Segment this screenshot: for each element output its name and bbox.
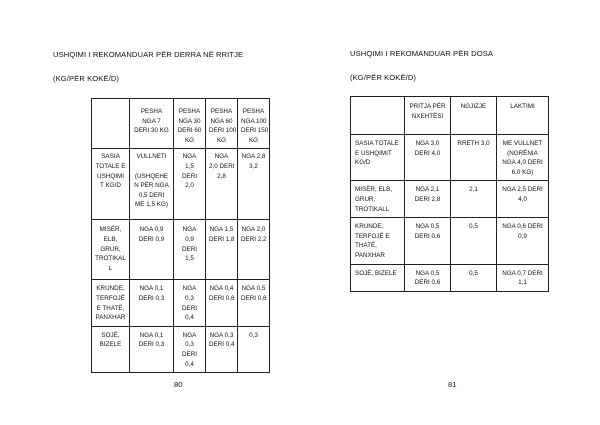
table-cell (130, 220, 174, 280)
cell-line: TOTALE E (95, 162, 126, 170)
cell-line: 0,3 (185, 341, 194, 349)
cell-line: NGA 0,5 (415, 223, 440, 231)
cell-line: 1,5 (185, 255, 194, 263)
table-cell (451, 264, 497, 291)
row-label (92, 326, 130, 372)
table-cell (238, 280, 270, 326)
right-page-title: USHQIMI I REKOMANDUAR PËR DOSA (350, 49, 494, 58)
cell-line: ELB, (103, 235, 118, 243)
right-page (300, 0, 600, 425)
table-row (92, 280, 270, 326)
header-cell (351, 97, 405, 135)
cell-line: L (108, 264, 113, 272)
cell-line: DERI 0,6 (414, 232, 441, 240)
header-cell (206, 99, 238, 149)
cell-line: NGA 0,5 (415, 269, 440, 277)
cell-line: NGA (182, 331, 197, 339)
row-label (92, 149, 130, 220)
cell-line: TROTIKAL (95, 255, 126, 263)
cell-line: NGA (182, 226, 197, 234)
cell-line: 1,1 (518, 279, 527, 287)
cell-line: NGA 0,1 (139, 285, 164, 293)
table-cell (451, 218, 497, 264)
cell-line: GRUR, (100, 245, 121, 253)
cell-line: 0,3 (249, 331, 258, 339)
cell-line: NGA 4,0 DERI (502, 159, 543, 167)
table-cell (206, 326, 238, 372)
cell-line: TROTIKALL (355, 205, 390, 213)
cell-line: RRETH 3,0 (457, 140, 490, 147)
cell-line: PESHA (210, 108, 233, 115)
cell-line: 0,9 (185, 235, 194, 243)
cell-line: DERI 0,6 (209, 294, 235, 302)
table-row (351, 135, 549, 181)
table-row (351, 218, 549, 264)
cell-line: NGA 2,5 DERI (502, 186, 543, 194)
table-cell (206, 280, 238, 326)
cell-line: 2,0 DERI (209, 162, 235, 170)
cell-line: 6,0 KG) (511, 168, 534, 176)
cell-line: THATË, (355, 242, 377, 250)
table-header-row (92, 99, 270, 149)
cell-line: DERI 150 (241, 127, 269, 135)
table-cell (238, 220, 270, 280)
cell-line: NGA 3,0 (415, 140, 440, 147)
cell-line: MISËR, ELB, (355, 186, 393, 194)
cell-line: NGA 0,7 DERI (502, 269, 543, 277)
table-cell (497, 264, 549, 291)
cell-line: NGJIZJE (460, 103, 487, 110)
cell-line: DERI 0,6 (241, 294, 267, 302)
cell-line: 0,9 (518, 232, 527, 240)
cell-line: ME 1,5 KG) (135, 201, 168, 209)
table-row (92, 220, 270, 280)
cell-line: NGA 1,5 (209, 226, 234, 234)
cell-line: DERI 60 (177, 127, 202, 135)
cell-line: NGA 2,0 (241, 226, 266, 234)
cell-line: SOJË, (101, 331, 120, 339)
table-cell (130, 326, 174, 372)
header-cell (174, 99, 206, 149)
header-cell (238, 99, 270, 149)
cell-line: PESHA (140, 108, 163, 115)
cell-line: MISËR, (99, 226, 122, 234)
row-label (351, 135, 405, 181)
table-cell (497, 218, 549, 264)
cell-line: SASIA TOTALE (355, 140, 399, 147)
cell-line: NGA 0,4 (209, 285, 234, 293)
table-cell (405, 218, 451, 264)
cell-line: 2,0 (185, 182, 194, 190)
cell-line: E USHQIMIT (355, 149, 392, 157)
cell-line: SOJË, BIZELE (355, 269, 397, 277)
cell-line: KG (248, 136, 259, 144)
cell-line: KG (184, 136, 195, 144)
cell-line: NXEHTËSI (411, 112, 444, 120)
sow-feed-table (350, 96, 549, 292)
row-label (92, 280, 130, 326)
cell-line: VULLNETI (136, 153, 167, 161)
cell-line: USHQIMI (97, 172, 124, 180)
header-cell (405, 97, 451, 135)
cell-line: DERI (181, 350, 198, 358)
cell-line: NGA 0,1 (139, 331, 164, 339)
cell-line: TERFOJË E (355, 232, 390, 240)
cell-line: 0,5 DERI (138, 191, 165, 199)
table-cell (405, 181, 451, 218)
header-cell (451, 97, 497, 135)
cell-line: DERI 1,8 (209, 235, 235, 243)
header-cell (92, 99, 130, 149)
cell-line: 0,4 (185, 314, 194, 322)
table-cell (451, 181, 497, 218)
table-cell (451, 135, 497, 181)
cell-line: PESHA (178, 108, 201, 115)
cell-line: LAKTIMI (510, 103, 535, 110)
row-label (92, 220, 130, 280)
table-cell (174, 220, 206, 280)
cell-line: DERI 2,2 (241, 235, 267, 243)
cell-line: NGA (182, 153, 197, 161)
cell-line: NGA 0,9 (139, 226, 164, 234)
cell-line: NGA 0,5 (241, 285, 266, 293)
row-label (351, 264, 405, 291)
cell-line: DERI (181, 304, 198, 312)
cell-line: 2,1 (469, 186, 478, 194)
cell-line: 4,0 (518, 195, 527, 203)
cell-line: 2,8 (217, 172, 226, 180)
cell-line: N PËR NGA (134, 182, 169, 190)
cell-line: NGA 2,1 (415, 186, 440, 194)
piglet-feed-table (91, 98, 270, 373)
cell-line: NGA 100 (241, 117, 267, 125)
cell-line: 3,2 (249, 162, 258, 170)
cell-line: DERI (181, 172, 198, 180)
cell-line: NGA 2,8 (241, 153, 266, 161)
table-row (92, 149, 270, 220)
cell-line: NGA (214, 153, 229, 161)
cell-line: KG/D (355, 159, 371, 167)
cell-line: 0,5 (469, 223, 478, 231)
cell-line (133, 162, 170, 172)
left-page-title: USHQIMI I REKOMANDUAR PËR DERRA NË RRITJE (53, 50, 244, 59)
cell-line: NGA 30 (178, 117, 201, 125)
cell-line: NGA 7 (142, 117, 161, 125)
table-cell (174, 149, 206, 220)
page-number: 80 (174, 380, 183, 389)
table-cell (174, 280, 206, 326)
cell-line: NGA 60 (210, 117, 233, 125)
table-cell (174, 326, 206, 372)
cell-line: PANXHAR (355, 251, 385, 259)
cell-line: DERI 0,4 (209, 341, 235, 349)
cell-line: GRUR, (355, 195, 376, 203)
cell-line: DERI (181, 245, 198, 253)
row-label (351, 181, 405, 218)
header-cell (130, 99, 174, 149)
table-row (351, 264, 549, 291)
header-cell (497, 97, 549, 135)
cell-line: DERI 100 (209, 127, 237, 135)
cell-line: DERI 2,8 (414, 195, 441, 203)
cell-line: DERI 0,6 (414, 279, 441, 287)
cell-line: (NGRËNIA (507, 149, 538, 157)
cell-line: ME VULLNET (502, 140, 543, 147)
table-row (92, 326, 270, 372)
table-cell (238, 326, 270, 372)
table-cell (238, 149, 270, 220)
cell-line: DERI 4,0 (414, 149, 441, 157)
page-number: 81 (448, 380, 457, 389)
cell-line: TERFOJË (96, 294, 125, 302)
cell-line: 0,4 (185, 360, 194, 368)
left-page-unit: (KG/PËR KOKË/D) (53, 74, 120, 83)
table-cell (497, 135, 549, 181)
cell-line: SASIA (101, 153, 120, 161)
cell-line: KRUNDE, (355, 223, 384, 231)
cell-line: NGA (182, 285, 197, 293)
row-label (351, 218, 405, 264)
cell-line: PRITJA PËR (409, 103, 446, 110)
cell-line: 1,5 (185, 162, 194, 170)
cell-line: T KG/D (100, 182, 121, 190)
cell-line: 0,5 (469, 269, 478, 277)
table-cell (130, 149, 174, 220)
cell-line: KRUNDE, (96, 285, 125, 293)
cell-line: (USHQEHE (134, 172, 169, 180)
cell-line: 0,3 (185, 294, 194, 302)
cell-line: PANXHAR (95, 314, 126, 322)
cell-line: NGA 0,6 DERI (502, 223, 543, 231)
table-cell (405, 135, 451, 181)
cell-line: KG (216, 136, 227, 144)
cell-line: PESHA (242, 108, 265, 115)
table-row (351, 181, 549, 218)
table-cell (130, 280, 174, 326)
table-cell (497, 181, 549, 218)
table-header-row (351, 97, 549, 135)
right-page-unit: (KG/PËR KOKË/D) (350, 73, 417, 82)
cell-line: NGA 0,3 (209, 331, 234, 339)
cell-line: E THATË, (96, 304, 125, 312)
table-cell (405, 264, 451, 291)
cell-line: DERI 30 KG (134, 127, 169, 135)
table-cell (206, 220, 238, 280)
cell-line: BIZELE (99, 341, 122, 349)
cell-line: DERI 0,9 (138, 235, 165, 243)
cell-line: DERI 0,3 (138, 341, 165, 349)
table-cell (206, 149, 238, 220)
cell-line: DERI 0,3 (138, 294, 165, 302)
